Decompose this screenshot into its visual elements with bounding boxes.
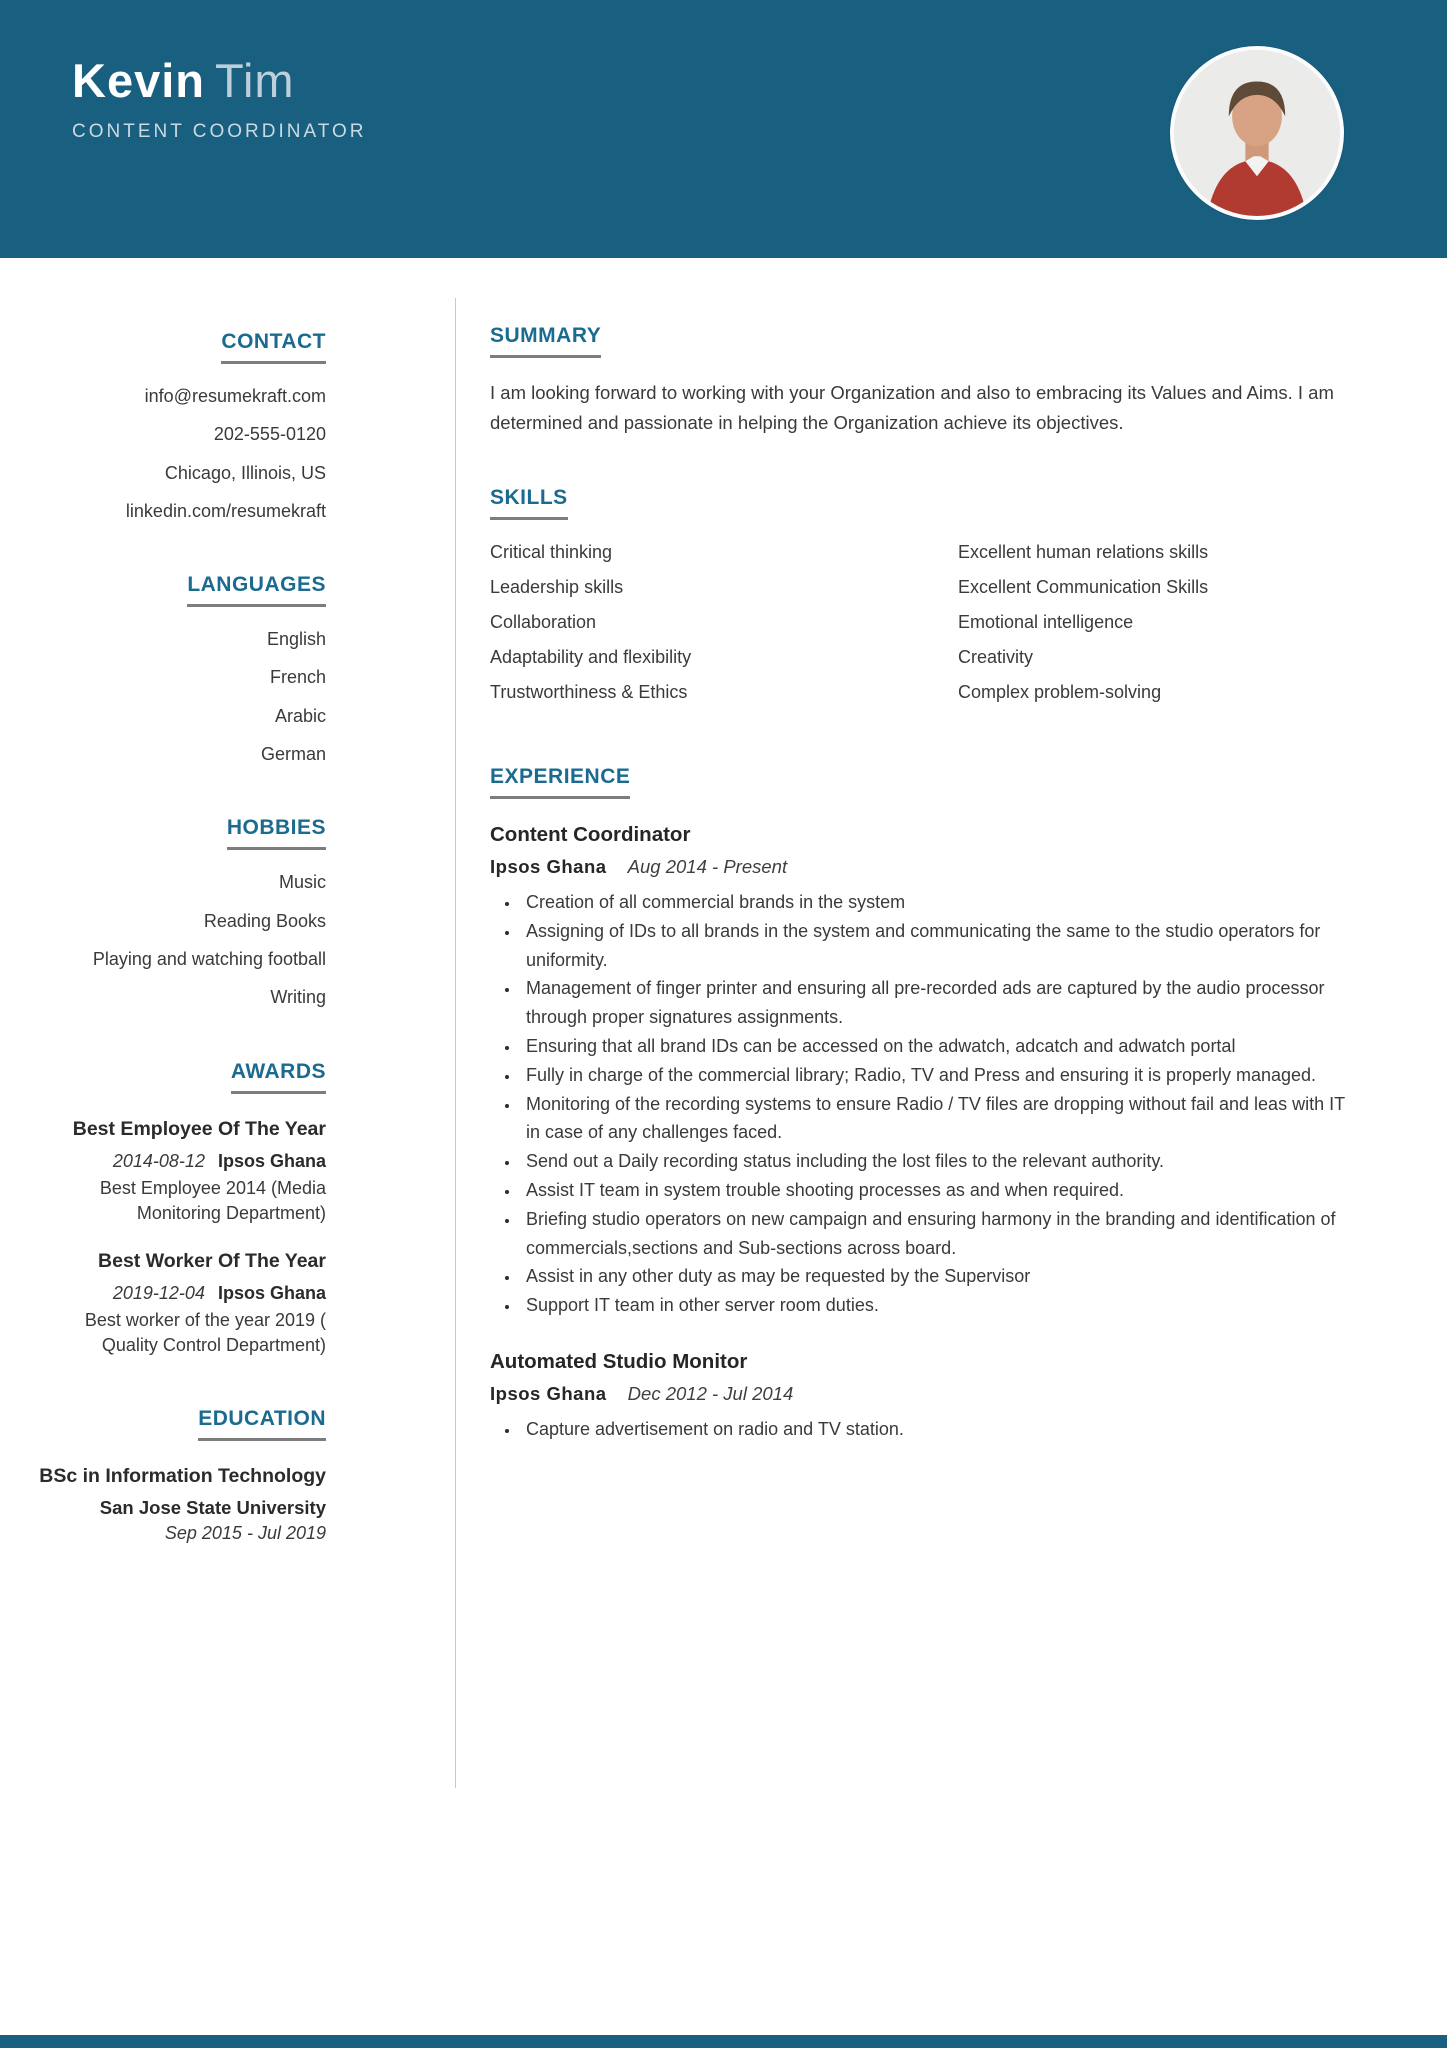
skill-item: Leadership skills <box>490 576 624 597</box>
contact-email: info@resumekraft.com <box>144 386 326 406</box>
contact-heading: CONTACT <box>221 330 326 364</box>
skills-section <box>490 486 1390 717</box>
contact-linkedin: linkedin.com/resumekraft <box>125 500 326 521</box>
job-company: Ipsos Ghana <box>490 1382 607 1404</box>
education-section <box>36 1407 326 1543</box>
skill-item: Creativity <box>958 646 1034 667</box>
job-position-title: Content Coordinator <box>490 822 691 846</box>
hobbies-list <box>36 870 326 1009</box>
job-entry <box>490 1350 1390 1444</box>
job-bullet: • Support IT team in other server room duties. <box>520 1291 1350 1320</box>
contact-phone: 202-555-0120 <box>213 424 326 445</box>
languages-list <box>36 627 326 766</box>
job-bullet: • Assigning of IDs to all brands in the system and communicating the same to the studio operators for uniformity. <box>520 917 1350 975</box>
column-divider <box>455 298 456 1788</box>
awards-section <box>36 1060 326 1358</box>
skill-item: Complex problem-solving <box>958 681 1162 702</box>
award-entry <box>36 1248 326 1358</box>
award-meta <box>36 1283 326 1304</box>
hobby-item: Playing and watching football <box>92 948 326 969</box>
name-block <box>72 55 367 143</box>
skill-item: Collaboration <box>490 611 597 632</box>
education-dates: Sep 2015 - Jul 2019 <box>164 1522 326 1543</box>
award-organization: Ipsos Ghana <box>217 1282 326 1303</box>
contact-location: Chicago, Illinois, US <box>164 462 326 483</box>
resume-header <box>0 0 1447 258</box>
languages-heading: LANGUAGES <box>187 573 326 607</box>
award-date: 2014-08-12 <box>112 1150 205 1171</box>
job-bullet: • Assist in any other duty as may be requested by the Supervisor <box>520 1262 1350 1291</box>
language-item: German <box>260 744 326 765</box>
language-item: English <box>266 629 326 650</box>
education-heading: EDUCATION <box>198 1407 326 1441</box>
skill-item: Critical thinking <box>490 541 613 562</box>
job-bullet: • Briefing studio operators on new campaign and ensuring harmony in the branding and identification of commercials,sections and Sub-sections across board. <box>520 1205 1350 1263</box>
award-title: Best Worker Of The Year <box>98 1249 326 1272</box>
job-bullet: • Creation of all commercial brands in the system <box>520 888 1350 917</box>
job-meta <box>490 1383 1390 1405</box>
sidebar <box>36 330 326 1594</box>
job-dates: Dec 2012 - Jul 2014 <box>627 1382 794 1404</box>
job-bullet-list <box>520 888 1390 1320</box>
summary-heading: SUMMARY <box>490 324 601 358</box>
job-bullet: • Fully in charge of the commercial library; Radio, TV and Press and ensuring it is properly managed. <box>520 1061 1350 1090</box>
job-dates: Aug 2014 - Present <box>627 855 788 877</box>
award-description: Best Employee 2014 (Media Monitoring Department) <box>99 1177 326 1223</box>
language-item: French <box>269 667 326 688</box>
skill-item: Trustworthiness & Ethics <box>490 681 688 702</box>
job-entry <box>490 823 1390 1320</box>
job-title: CONTENT COORDINATOR <box>72 120 367 142</box>
contact-list <box>36 384 326 523</box>
main-column <box>490 324 1390 1492</box>
skill-item: Adaptability and flexibility <box>490 646 692 667</box>
education-entry <box>36 1463 326 1543</box>
job-bullet: • Send out a Daily recording status including the lost files to the relevant authority. <box>520 1147 1350 1176</box>
job-position-title: Automated Studio Monitor <box>490 1349 748 1373</box>
education-school: San Jose State University <box>99 1496 326 1518</box>
award-title: Best Employee Of The Year <box>72 1117 326 1140</box>
skills-grid <box>490 542 1390 717</box>
person-portrait-icon <box>1174 50 1340 216</box>
experience-heading: EXPERIENCE <box>490 765 630 799</box>
footer-bar <box>0 2035 1447 2048</box>
awards-heading: AWARDS <box>231 1060 326 1094</box>
hobbies-section <box>36 816 326 1009</box>
award-entry <box>36 1116 326 1226</box>
experience-section <box>490 765 1390 1444</box>
job-bullet: • Management of finger printer and ensuring all pre-recorded ads are captured by the audio processor through proper signatures assignments. <box>520 974 1350 1032</box>
hobbies-heading: HOBBIES <box>227 816 326 850</box>
hobby-item: Music <box>278 872 326 893</box>
job-company: Ipsos Ghana <box>490 855 607 877</box>
education-degree: BSc in Information Technology <box>39 1465 326 1488</box>
skill-item: Excellent Communication Skills <box>958 576 1209 597</box>
skills-column-2 <box>958 542 1390 717</box>
candidate-name <box>72 55 367 107</box>
languages-section <box>36 573 326 766</box>
skills-heading: SKILLS <box>490 486 568 520</box>
profile-photo <box>1170 46 1344 220</box>
award-meta <box>36 1151 326 1172</box>
job-bullet: • Assist IT team in system trouble shooting processes as and when required. <box>520 1176 1350 1205</box>
award-organization: Ipsos Ghana <box>217 1150 326 1171</box>
job-meta <box>490 856 1390 878</box>
job-bullet: • Capture advertisement on radio and TV station. <box>520 1415 1350 1444</box>
contact-section <box>36 330 326 523</box>
first-name: Kevin <box>72 54 205 107</box>
job-bullet: • Monitoring of the recording systems to ensure Radio / TV files are dropping without fail and leas with IT in case of any challenges faced. <box>520 1090 1350 1148</box>
job-bullet-list <box>520 1415 1390 1444</box>
summary-section <box>490 324 1390 438</box>
hobby-item: Reading Books <box>203 910 326 931</box>
skill-item: Emotional intelligence <box>958 611 1134 632</box>
skills-column-1 <box>490 542 958 717</box>
award-description: Best worker of the year 2019 ( Quality Control Department) <box>84 1309 326 1355</box>
language-item: Arabic <box>274 705 326 726</box>
hobby-item: Writing <box>270 987 326 1008</box>
job-bullet: • Ensuring that all brand IDs can be accessed on the adwatch, adcatch and adwatch portal <box>520 1032 1350 1061</box>
award-date: 2019-12-04 <box>112 1282 205 1303</box>
summary-text: I am looking forward to working with your Organization and also to embracing its Values and Aims. I am determined and passionate in helping the Organization achieve its objectives. <box>490 382 1334 433</box>
skill-item: Excellent human relations skills <box>958 541 1209 562</box>
last-name: Tim <box>215 54 295 107</box>
